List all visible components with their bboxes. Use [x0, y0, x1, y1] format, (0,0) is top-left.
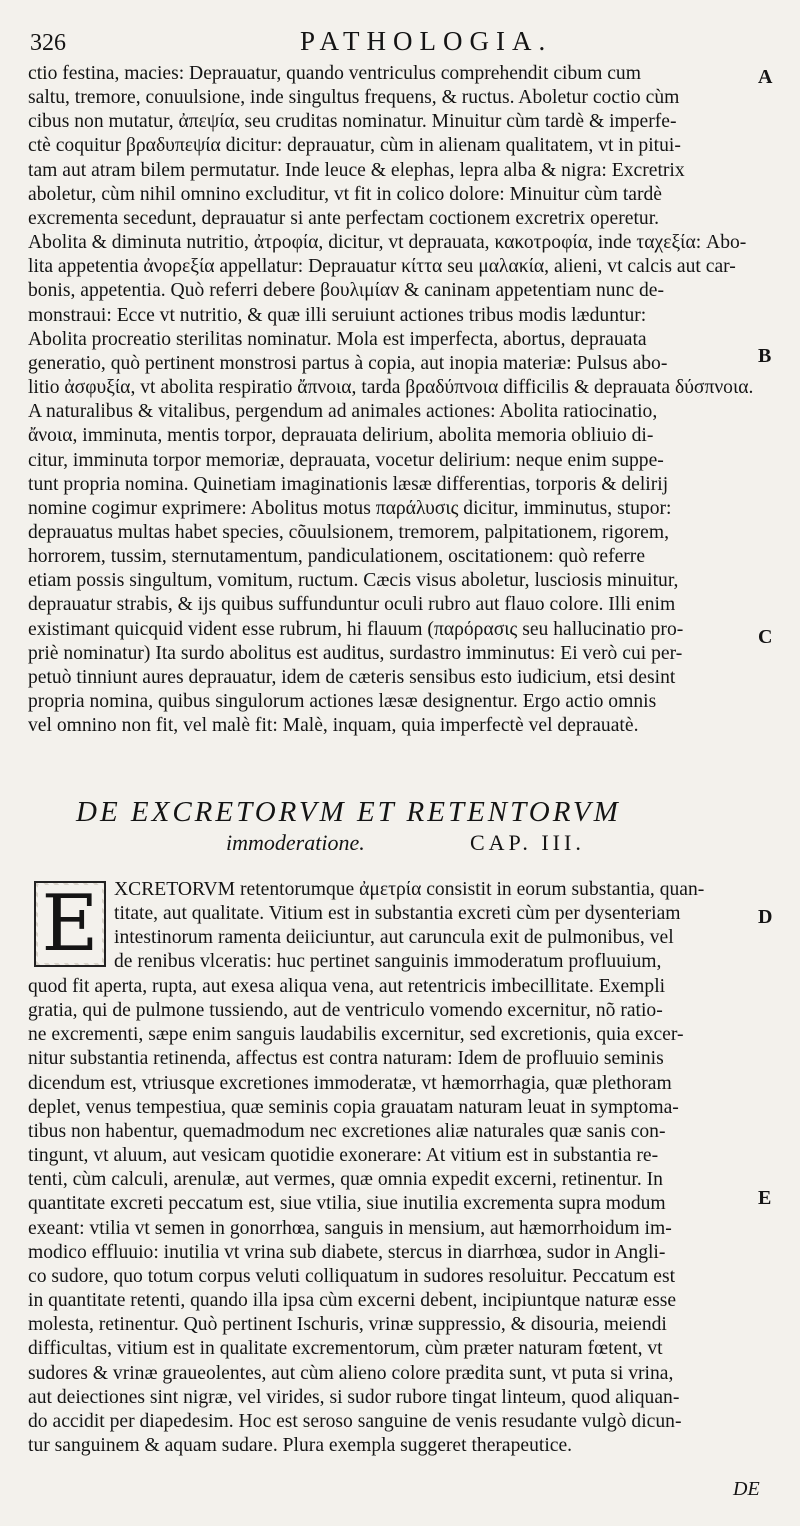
text-line: de renibus vlceratis: huc pertinet sanguinis immoderatum profluuium,	[114, 951, 662, 973]
paragraph-excretorum	[28, 975, 753, 1458]
text-line: deprauatur strabis, & ijs quibus suffunduntur oculi rubro aut flauo colore. Illi enim	[28, 594, 676, 616]
text-line: modico effluuio: inutilia vt vrina sub diabete, stercus in diarrhœa, sudor in Angli-	[28, 1241, 666, 1263]
text-line: ctio festina, macies: Deprauatur, quando ventriculus comprehendit cibum cum	[28, 63, 641, 84]
text-line: dicendum est, vtriusque excretiones immoderatæ, vt hæmorrhagia, quæ plethoram	[28, 1072, 672, 1094]
margin-letter-a: A	[758, 66, 773, 88]
text-line: aboletur, cùm nihil omnino excluditur, vt fit in colico dolore: Minuitur cùm tardè	[28, 183, 663, 205]
margin-letter-e: E	[758, 1187, 772, 1209]
text-line: in quantitate retenti, quando illa ipsa cùm excerni debent, incipiuntque naturæ esse	[28, 1290, 677, 1312]
text-line: co sudore, quo totum corpus veluti colliquatum in sudores resoluitur. Peccatum est	[28, 1265, 676, 1287]
text-line: tenti, cùm calculi, arenulæ, aut vermes, quæ omnia expedit excerni, retinentur. In	[28, 1169, 663, 1191]
running-title: PATHOLOGIA.	[300, 26, 553, 56]
text-line: deplet, venus tempestiua, quæ seminis copia grauatam naturam leuat in symptoma-	[28, 1096, 679, 1118]
text-line: propria nomina, quibus singulorum actiones læsæ designentur. Ergo actio omnis	[28, 691, 657, 713]
drop-initial-letter: E	[38, 885, 103, 963]
text-line: tingunt, vt aluum, aut vesicam quotidie exonerare: At vitium est in substantia re-	[28, 1145, 659, 1167]
text-line: ἄνοια, imminuta, mentis torpor, deprauata delirium, abolita memoria obliuio di-	[28, 425, 654, 447]
text-line: bonis, appetentia. Quò referri debere βουλιμίαν & caninam appetentiam nunc de-	[28, 280, 665, 302]
text-line: nomine cogimur exprimere: Abolitus motus παράλυσις dicitur, imminutus, stupor:	[28, 497, 672, 519]
text-line: titate, aut qualitate. Vitium est in substantia excreti cùm per dysenteriam	[114, 903, 681, 925]
text-line: vel omnino non fit, vel malè fit: Malè, inquam, quia imperfectè vel deprauatè.	[28, 715, 639, 737]
text-line: excrementa secedunt, deprauatur si ante perfectam coctionem excretrix operetur.	[28, 207, 660, 229]
text-line: cibus non mutatur, ἀπεψία, seu cruditas nominatur. Minuitur cùm tardè & imperfe-	[28, 111, 677, 133]
text-line: XCRETORVM retentorumque ἀμετρία consistit in eorum substantia, quan-	[114, 879, 705, 900]
section-subheading: immoderatione.	[226, 830, 365, 855]
margin-letter-c: C	[758, 626, 773, 648]
paragraph-pathologia	[28, 62, 753, 738]
text-line: gratia, qui de pulmone tussiendo, aut de ventriculo vomendo excernitur, nõ ratio-	[28, 1000, 663, 1022]
text-line: quod fit aperta, rupta, aut exesa aliqua vena, aut retentricis imbecillitate. Exempli	[28, 976, 666, 997]
text-line: Abolita & diminuta nutritio, ἀτροφία, dicitur, vt deprauata, κακοτροφία, inde ταχεξία: Abo-	[28, 232, 747, 254]
text-line: exeant: vtilia vt semen in gonorrhœa, sanguis in mensium, aut hæmorrhoidum im-	[28, 1217, 672, 1239]
text-line: nitur substantia retinenda, affectus est contra naturam: Idem de profluuio seminis	[28, 1048, 664, 1070]
text-line: petuò tinniunt aures deprauatur, idem de cæteris sensibus esto iudicium, etsi desint	[28, 666, 676, 688]
decorated-initial	[34, 881, 106, 967]
text-line: tam aut atram bilem permutatur. Inde leuce & elephas, lepra alba & nigra: Excretrix	[28, 159, 685, 181]
text-line: horrorem, tussim, sternutamentum, pandiculationem, oscitationem: quò referre	[28, 546, 646, 568]
text-line: priè nominatur) Ita surdo abolitus est auditus, surdastro imminutus: Ei verò cui per-	[28, 642, 683, 664]
text-line: Abolita procreatio sterilitas nominatur. Mola est imperfecta, abortus, deprauata	[28, 328, 647, 350]
text-line: generatio, quò pertinent monstrosi partus à copia, aut inopia materiæ: Pulsus abo-	[28, 352, 668, 374]
text-line: difficultas, vitium est in qualitate excrementorum, cùm præter naturam fœtent, vt	[28, 1338, 663, 1360]
text-line: existimant quicquid vident esse rubrum, hi flauum (παρόρασις seu hallucinatio pro-	[28, 618, 684, 640]
catchword: DE	[733, 1478, 760, 1500]
text-line: quantitate excreti peccatum est, siue vtilia, siue inutilia excrementa supra modum	[28, 1193, 666, 1215]
chapter-label: CAP. III.	[470, 830, 585, 855]
text-line: deprauatus multas habet species, cõuulsionem, tremorem, palpitationem, rigorem,	[28, 521, 669, 543]
text-line: do accidit per diapedesim. Hoc est seroso sanguine de venis resudante vulgò dicun-	[28, 1410, 682, 1432]
text-line: tur sanguinem & aquam sudare. Plura exempla suggeret therapeutice.	[28, 1434, 573, 1456]
text-line: lita appetentia ἀνορεξία appellatur: Deprauatur κίττα seu μαλακία, alieni, vt calcis aut car-	[28, 256, 736, 278]
text-line: sudores & vrinæ graueolentes, aut cùm alieno colore prædita sunt, vt puta si vrina,	[28, 1362, 674, 1384]
text-line: aut deiectiones sint nigræ, vel virides, si sudor rubore tingat linteum, quod aliquan-	[28, 1386, 680, 1408]
page-header	[30, 22, 760, 62]
text-line: etiam possis singultum, vomitum, ructum. Cæcis visus aboletur, lusciosis minuitur,	[28, 570, 679, 592]
text-line: citur, imminuta torpor memoriæ, deprauata, vocetur delirium: neque enim suppe-	[28, 449, 664, 471]
text-line: ctè coquitur βραδυπεψία dicitur: deprauatur, cùm in alienam qualitatem, vt in pitui-	[28, 135, 681, 157]
text-line: ne excrementi, sæpe enim sanguis laudabilis excernitur, sed excretionis, quia excer-	[28, 1024, 684, 1046]
margin-letter-d: D	[758, 906, 773, 928]
text-line: tunt propria nomina. Quinetiam imaginationis læsæ differentias, torporis & delirij	[28, 473, 669, 495]
section-heading: DE EXCRETORVM ET RETENTORVM	[76, 796, 621, 828]
text-line: saltu, tremore, conuulsione, inde singultus frequens, & ructus. Aboletur coctio cùm	[28, 87, 680, 109]
page-number: 326	[30, 30, 66, 56]
paragraph-lead	[114, 878, 754, 975]
margin-letter-b: B	[758, 345, 772, 367]
text-line: litio ἀσφυξία, vt abolita respiratio ἄπνοια, tarda βραδύπνοια difficilis & deprauata δύσπνοια.	[28, 377, 754, 399]
text-line: monstraui: Ecce vt nutritio, & quæ illi seruiunt actiones tribus modis læduntur:	[28, 304, 647, 326]
text-line: intestinorum ramenta deiiciuntur, aut caruncula exit de pulmonibus, vel	[114, 927, 674, 949]
text-line: A naturalibus & vitalibus, pergendum ad animales actiones: Abolita ratiocinatio,	[28, 401, 658, 423]
text-line: tibus non habentur, quemadmodum nec excretiones aliæ naturales quæ sanis con-	[28, 1120, 666, 1142]
text-line: molesta, retinentur. Quò pertinent Ischuris, vrinæ suppressio, & disouria, meiendi	[28, 1314, 667, 1336]
